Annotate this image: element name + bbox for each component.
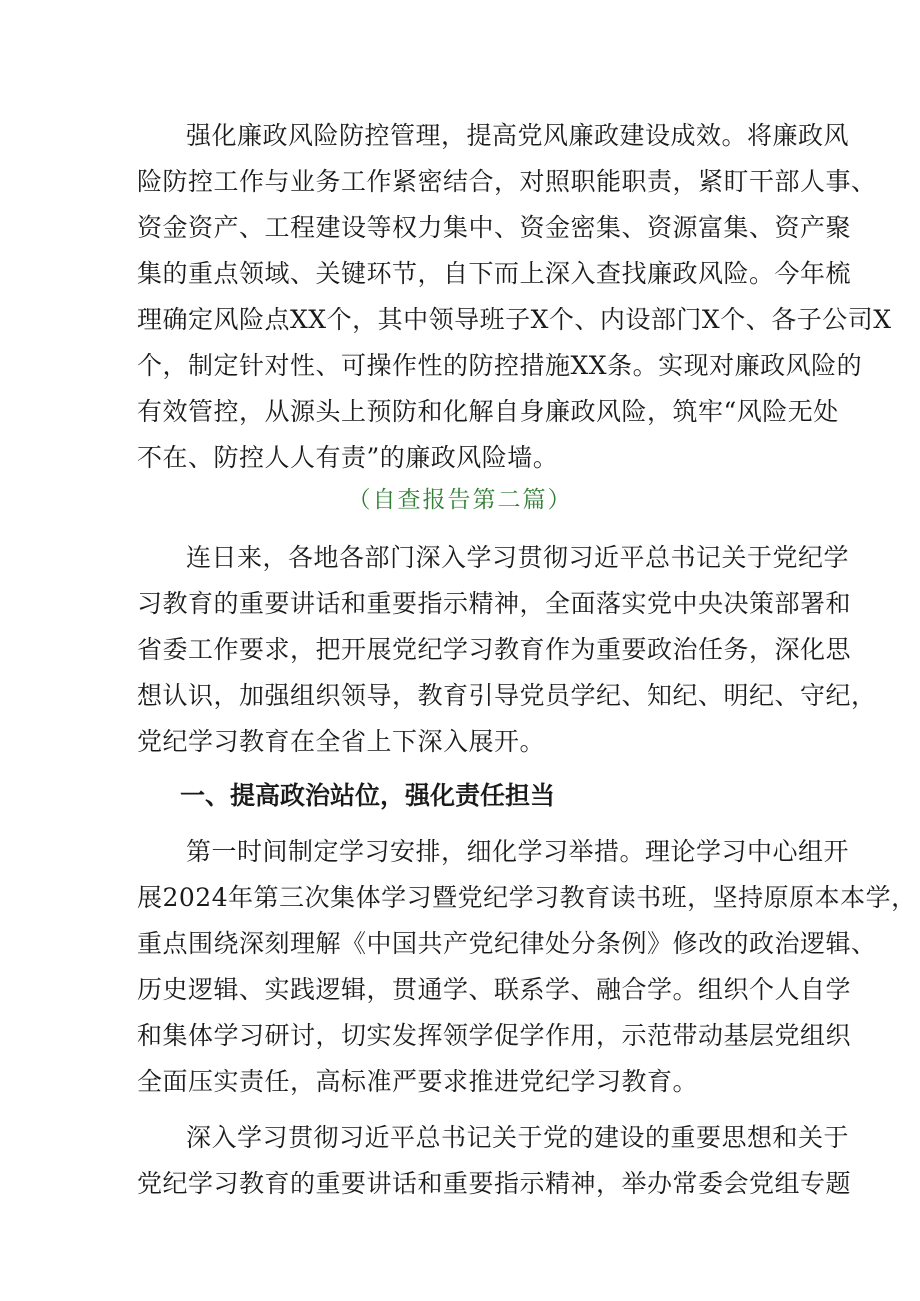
text-line: 想认识，加强组织领导，教育引导党员学纪、知纪、明纪、守纪，	[137, 681, 877, 710]
text-line: 有效管控，从源头上预防和化解自身廉政风险，筑牢“风险无处	[137, 397, 839, 426]
text-line: 历史逻辑、实践逻辑，贯通学、联系学、融合学。组织个人自学	[137, 975, 852, 1004]
text-line: 和集体学习研讨，切实发挥领学促学作用，示范带动基层党组织	[137, 1021, 852, 1050]
section-heading: 一、提高政治站位，强化责任担当	[180, 781, 556, 810]
section-title: （自查报告第二篇）	[347, 487, 573, 513]
text-line: 党纪学习教育的重要讲话和重要指示精神，举办常委会党组专题	[137, 1169, 852, 1198]
text-line: 展2024年第三次集体学习暨党纪学习教育读书班，坚持原原本本学，	[137, 883, 917, 912]
text-line: 不在、防控人人有责”的廉政风险墙。	[137, 443, 559, 472]
text-line: 党纪学习教育在全省上下深入展开。	[137, 727, 546, 756]
text-line: 深入学习贯彻习近平总书记关于党的建设的重要思想和关于	[186, 1123, 850, 1152]
text-line: 集的重点领域、关键环节，自下而上深入查找廉政风险。今年梳	[137, 259, 852, 288]
text-line: 第一时间制定学习安排，细化学习举措。理论学习中心组开	[186, 837, 850, 866]
text-line: 个，制定针对性、可操作性的防控措施XX条。实现对廉政风险的	[137, 351, 863, 380]
text-line: 资金资产、工程建设等权力集中、资金密集、资源富集、资产聚	[137, 213, 852, 242]
text-line: 险防控工作与业务工作紧密结合，对照职能职责，紧盯干部人事、	[137, 167, 877, 196]
text-line: 连日来，各地各部门深入学习贯彻习近平总书记关于党纪学	[186, 543, 850, 572]
text-line: 理确定风险点XX个，其中领导班子X个、内设部门X个、各子公司X	[137, 305, 892, 334]
text-line: 习教育的重要讲话和重要指示精神，全面落实党中央决策部署和	[137, 589, 852, 618]
text-line: 重点围绕深刻理解《中国共产党纪律处分条例》修改的政治逻辑、	[137, 929, 877, 958]
text-line: 强化廉政风险防控管理，提高党风廉政建设成效。将廉政风	[186, 121, 850, 150]
text-line: 省委工作要求，把开展党纪学习教育作为重要政治任务，深化思	[137, 635, 852, 664]
text-line: 全面压实责任，高标准严要求推进党纪学习教育。	[137, 1067, 699, 1096]
